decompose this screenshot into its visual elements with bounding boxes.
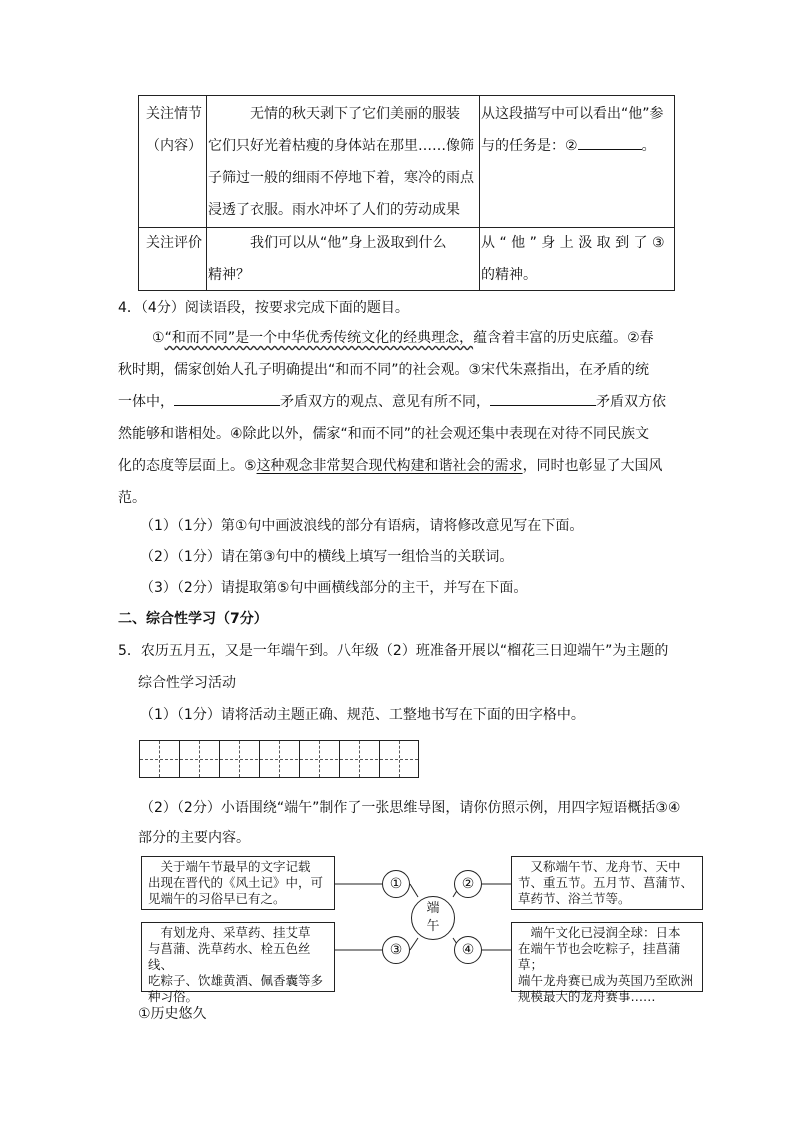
mindmap-box-1: 关于端午节最早的文字记载 出现在晋代的《风土记》中，可 见端午的习俗早已有之。 <box>141 856 335 910</box>
row1-text: 无情的秋天剥下了它们美丽的服装 它们只好光着枯瘦的身体站在那里……像筛 子筛过一般的细雨不停地下着，寒冷的雨点 浸透了衣服。雨水冲坏了人们的劳动成果 <box>208 106 474 218</box>
row1-label: 关注情节 （内容） <box>146 106 202 154</box>
q5-sub1: （1）（1分）请将活动主题正确、规范、工整地书写在下面的田字格中。 <box>140 707 585 723</box>
mindmap-box-3: 有划龙舟、采草药、挂艾草 与菖蒲、洗草药水、栓五色丝线、 吃粽子、饮雄黄酒、佩香囊等多 种习俗。 <box>141 922 335 992</box>
q4-sub3: （3）（2分）请提取第⑤句中画横线部分的主干，并写在下面。 <box>140 580 528 596</box>
q4-stem: 4．（4分）阅读语段，按要求完成下面的题目。 <box>118 300 409 316</box>
q4-sub2: （2）（1分）请在第③句中的横线上填写一组恰当的关联词。 <box>140 549 514 565</box>
node-3: ③ <box>382 936 410 964</box>
center-node: 端 午 <box>411 896 455 940</box>
node-4: ④ <box>454 936 482 964</box>
section-title: 二、综合性学习（7分） <box>118 611 268 627</box>
q4-sub1: （1）（1分）第①句中画波浪线的部分有语病，请将修改意见写在下面。 <box>140 518 584 534</box>
q5-sub2-line2: 部分的主要内容。 <box>138 830 250 846</box>
underlined-sentence: 这种观念非常契合现代构建和谐社会的需求 <box>256 458 523 474</box>
q5-stem-line2: 综合性学习活动 <box>138 675 236 691</box>
row2-text: 我们可以从“他”身上汲取到什么 精神？ <box>208 235 447 283</box>
node-2: ② <box>454 870 482 898</box>
node-1: ① <box>382 870 410 898</box>
q4-passage: ①“和而不同”是一个中华优秀传统文化的经典理念，蕴含着丰富的历史底蕴。②春 秋时期，儒家创始人孔子明确提出“和而不同”的社会观。③宋代朱熹指出，在矛盾的统 一体中， 矛盾双方的观点、意见有所不同， 矛盾双方依 然能够和谐相处。④除此以外，儒家“和而不同”的社会观还集中表现在对待不同民族文 化的态度等层面上。⑤这种观念非常契合现代构建和谐社会的需求，同时也彰显了大国风 范。 <box>118 330 666 506</box>
q5-stem-line1: 5．农历五月五，又是一年端午到。八年级（2）班准备开展以“榴花三日迎端午”为主题的 <box>118 643 669 659</box>
wavy-sentence: “和而不同”是一个中华优秀传统文化的经典理念， <box>164 330 474 346</box>
q5-sub2-line1: （2）（2分）小语围绕“端午”制作了一张思维导图，请你仿照示例，用四字短语概括③④ <box>140 800 681 816</box>
example-answer: ①历史悠久 <box>138 1006 207 1022</box>
row2-label: 关注评价 <box>146 235 202 251</box>
mindmap-box-2: 又称端午节、龙舟节、天中 节、重五节。五月节、菖蒲节、 草药节、浴兰节等。 <box>511 856 703 910</box>
mindmap-box-4: 端午文化已浸润全球：日本 在端午节也会吃粽子，挂菖蒲草； 端午龙舟赛已成为英国乃至欧洲 规模最大的龙舟赛事…… <box>511 922 703 992</box>
row1-question: 从这段描写中可以看出“他”参 与的任务是：② 。 <box>481 106 664 154</box>
row2-question: 从 “ 他 ” 身 上 汲 取 到 了 ③ 的精神。 <box>481 235 665 283</box>
